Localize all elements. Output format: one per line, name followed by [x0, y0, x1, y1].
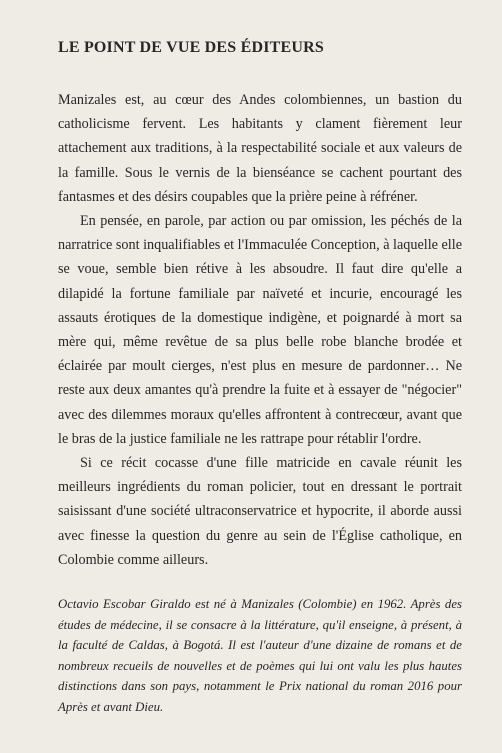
blurb-paragraph-3: Si ce récit cocasse d'une fille matricide en cavale réunit les meilleurs ingrédients du roman policier, tout en dressant le portrait saisissant d'une société ultraconservatrice et hypocrite, il aborde aussi avec finesse la question du genre au sein de l'Église catholique, en Colombie comme ailleurs. — [58, 455, 462, 568]
section-heading: LE POINT DE VUE DES ÉDITEURS — [58, 39, 324, 56]
blurb-paragraph-1: Manizales est, au cœur des Andes colombiennes, un bastion du catholicisme fervent. Les habitants y clament fièrement leur attachement aux traditions, à la respectabilité sociale et aux valeurs de la famille. Sous le vernis de la bienséance se cachent pourtant des fantasmes et des désirs coupables que la prière peine à réfréner. — [58, 92, 462, 205]
publisher-blurb — [58, 88, 462, 572]
blurb-paragraph-2: En pensée, en parole, par action ou par omission, les péchés de la narratrice sont inqualifiables et l'Immaculée Conception, à laquelle elle se voue, semble bien rétive à les absoudre. Il faut dire qu'elle a dilapidé la fortune familiale par naïveté et incurie, encouragé les assauts érotiques de la domestique indigène, et poignardé à mort sa mère qui, même revêtue de sa plus belle robe blanche brodée et éclairée par moult cierges, n'est plus en mesure de pardonner… Ne reste aux deux amantes qu'à prendre la fuite et à essayer de "négocier" avec des dilemmes moraux qu'elles affrontent à contrecœur, avant que le bras de la justice familiale ne les rattrape pour rétablir l'ordre. — [58, 213, 462, 447]
author-bio: Octavio Escobar Giraldo est né à Manizales (Colombie) en 1962. Après des études de médecine, il se consacre à la littérature, qu'il enseigne, à présent, à la faculté de Caldas, à Bogotá. Il est l'auteur d'une dizaine de romans et de nombreux recueils de nouvelles et de poèmes qui lui ont valu les plus hautes distinctions dans son pays, notamment le Prix national du roman 2016 pour Après et avant Dieu. — [58, 597, 462, 714]
